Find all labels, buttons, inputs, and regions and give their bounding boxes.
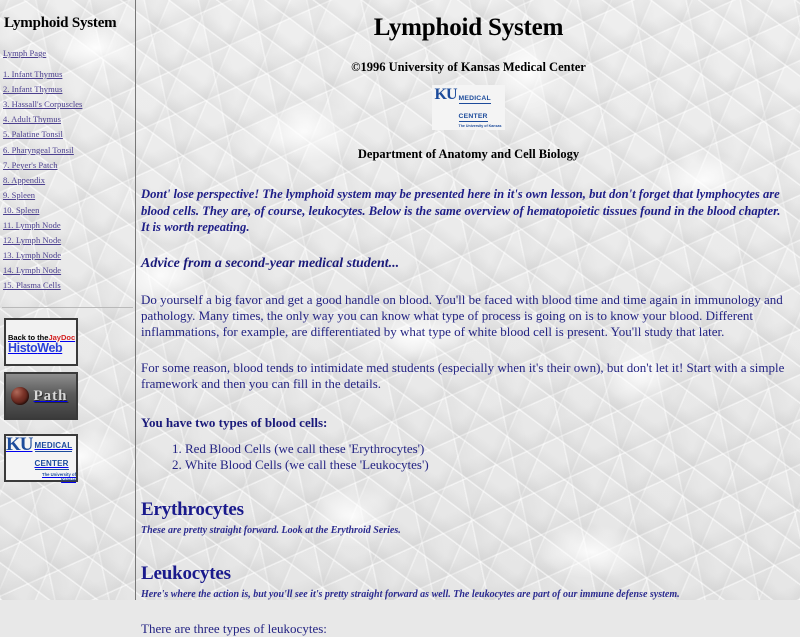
histoweb-logo-icon	[6, 320, 76, 364]
page-title: Lymphoid System	[373, 14, 564, 41]
sidebar-link-lymph-node-14[interactable]: 14. Lymph Node	[3, 265, 62, 276]
histoweb-line-2	[6, 342, 76, 355]
ku-lockup	[435, 87, 502, 128]
sidebar-nav-list	[3, 46, 135, 294]
sidebar	[0, 0, 136, 600]
sidebar-link-hassalls-corpuscles[interactable]: 3. Hassall's Corpuscles	[3, 99, 83, 110]
sphere-icon	[11, 387, 29, 405]
two-types-lead: You have two types of blood cells:	[141, 414, 328, 430]
sidebar-link-pharyngeal-tonsil[interactable]: 6. Pharyngeal Tonsil	[3, 144, 74, 155]
intro-paragraph: Dont' lose perspective! The lymphoid system may be presented here in it's own lesson, but don't forget that lymphocytes are blood cells. They are, of course, leukocytes. Below is the same overview of hematopoietic tissues found in the blood chapter. It is worth repeating.	[141, 187, 781, 234]
header-logo-row	[137, 85, 800, 130]
ku-wordmark	[459, 95, 491, 122]
paragraph-1: Do yourself a big favor and get a good handle on blood. You'll be faced with blood time and time again in immunology and pathology. Many times, the only way you can know what type of process is going on is to know your blood. Different inflammations, for example, are differentiated by what type of white blood cell is present. You'll study that later.	[141, 291, 783, 339]
ku-monogram: KU	[6, 433, 33, 455]
path-button-face	[6, 374, 76, 418]
leukocytes-heading: Leukocytes	[141, 562, 231, 584]
histoweb-web-text: Web	[37, 340, 63, 355]
histoweb-back-text: Back to the	[8, 332, 49, 342]
advice-heading: Advice from a second-year medical student...	[141, 255, 400, 271]
histoweb-button[interactable]	[4, 318, 78, 366]
ku-tagline: The University of Kansas	[42, 471, 76, 482]
article-body	[137, 186, 800, 637]
ku-wordmark-line-2: CENTER	[458, 113, 488, 120]
sidebar-link-infant-thymus-2[interactable]: 2. Infant Thymus	[3, 84, 63, 95]
copyright-line: ©1996 University of Kansas Medical Center	[351, 60, 586, 74]
sidebar-link-peyers-patch[interactable]: 7. Peyer's Patch	[3, 159, 58, 170]
histoweb-histo-text: Histo	[8, 340, 38, 355]
ku-wordmark-line-1: MEDICAL	[34, 440, 73, 450]
ku-wordmark-group	[459, 87, 502, 128]
sidebar-link-palatine-tonsil[interactable]: 5. Palatine Tonsil	[3, 129, 63, 140]
sidebar-link-spleen-10[interactable]: 10. Spleen	[3, 204, 40, 215]
erythrocytes-heading: Erythrocytes	[141, 498, 244, 520]
ku-lockup	[6, 435, 76, 482]
sidebar-title: Lymphoid System	[4, 15, 117, 31]
sidebar-link-lymph-node-12[interactable]: 12. Lymph Node	[3, 235, 62, 246]
list-item: 1. Red Blood Cells (we call these 'Erythrocytes')	[185, 441, 788, 457]
department-line: Department of Anatomy and Cell Biology	[357, 147, 580, 161]
main-content	[137, 0, 800, 636]
ku-wordmark-line-1: MEDICAL	[458, 95, 491, 102]
sidebar-divider	[2, 307, 133, 308]
paragraph-2: For some reason, blood tends to intimidate med students (especially when it's their own), but don't let it! Start with a simple framework and then you can fill in the details.	[141, 360, 785, 392]
sidebar-link-appendix[interactable]: 8. Appendix	[3, 174, 46, 185]
sidebar-link-infant-thymus-1[interactable]: 1. Infant Thymus	[3, 69, 63, 80]
path-button[interactable]	[4, 372, 78, 420]
list-item: 2. White Blood Cells (we call these 'Leukocytes')	[185, 457, 788, 473]
blood-cell-type-list	[141, 441, 788, 473]
sidebar-link-lymph-node-13[interactable]: 13. Lymph Node	[3, 250, 62, 261]
leukocytes-note: Here's where the action is, but you'll see it's pretty straight forward as well. The leukocytes are part of our immune defense system.	[141, 588, 680, 600]
histoweb-jaydoc-text: JayDoc	[48, 332, 76, 342]
ku-wordmark-line-2: CENTER	[34, 458, 69, 468]
sidebar-link-lymph-page[interactable]: Lymph Page	[3, 48, 47, 58]
sidebar-link-lymph-node-11[interactable]: 11. Lymph Node	[3, 220, 61, 231]
ku-logo-icon	[6, 433, 76, 482]
erythrocytes-note: These are pretty straight forward. Look at the Erythroid Series.	[141, 524, 401, 536]
ku-wordmark-group	[35, 435, 77, 482]
sidebar-link-adult-thymus[interactable]: 4. Adult Thymus	[3, 114, 61, 125]
ku-medical-center-logo	[432, 85, 506, 130]
ku-wordmark	[35, 441, 73, 470]
ku-tagline: The University of Kansas	[458, 124, 502, 128]
sidebar-link-plasma-cells[interactable]: 15. Plasma Cells	[3, 280, 61, 291]
closing-line: There are three types of leukocytes:	[141, 620, 327, 636]
path-button-label: Path	[33, 387, 68, 404]
ku-medical-center-button[interactable]	[4, 434, 78, 482]
sidebar-link-spleen-9[interactable]: 9. Spleen	[3, 189, 36, 200]
ku-monogram: KU	[434, 86, 457, 103]
